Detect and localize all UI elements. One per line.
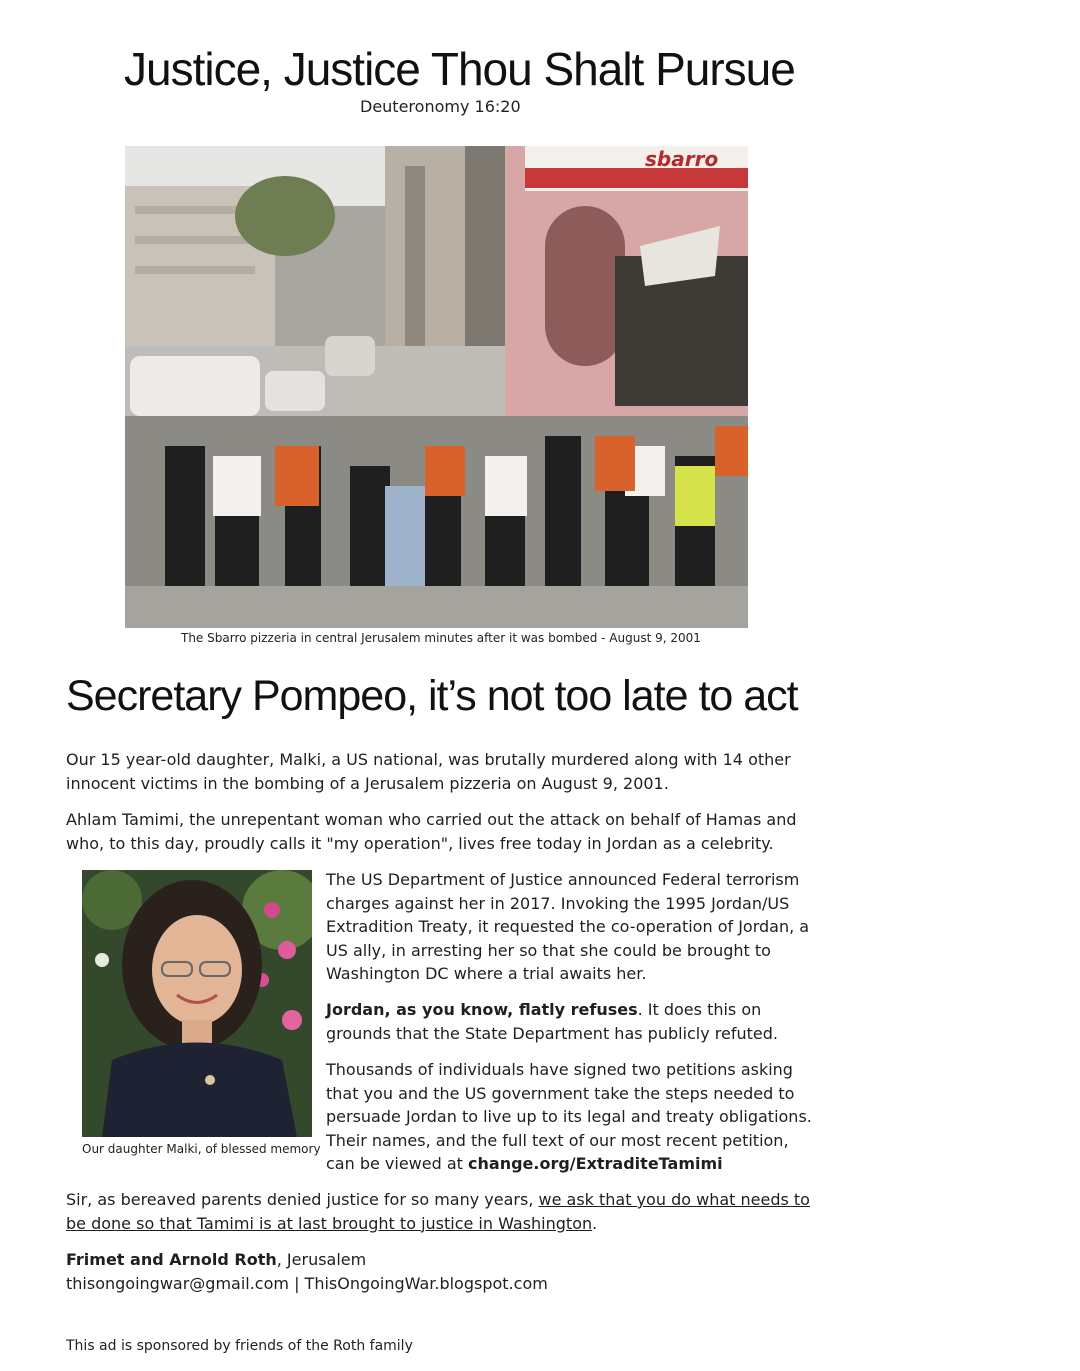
petition-link[interactable]: change.org/ExtraditeTamimi — [468, 1154, 723, 1173]
street-bombing-photo — [125, 146, 748, 628]
citation: Deuteronomy 16:20 — [360, 97, 521, 116]
article-title: Secretary Pompeo, it’s not too late to act — [66, 672, 798, 720]
paragraph-6-end: . — [592, 1213, 598, 1233]
headline: Justice, Justice Thou Shalt Pursue — [124, 43, 795, 95]
contact-line[interactable]: thisongoingwar@gmail.com | ThisOngoingWar.blogspot.com — [66, 1273, 548, 1293]
underlined-request: we ask that you do what needs to be done so that Tamimi is at last brought to justice in Washington — [66, 1190, 810, 1233]
paragraph-6-text: Sir, as bereaved parents denied justice for so many years, — [66, 1190, 539, 1209]
signature-names: Frimet and Arnold Roth — [66, 1250, 277, 1269]
paragraph-1: Our 15 year-old daughter, Malki, a US national, was brutally murdered along with 14 other innocent victims in the bombing of a Jerusalem pizzeria on August 9, 2001. — [66, 750, 791, 793]
signature-line — [66, 1248, 816, 1272]
paragraph-6 — [66, 1188, 816, 1235]
emphasis-text: Jordan, as you know, flatly refuses — [326, 1000, 638, 1019]
sponsor-note: This ad is sponsored by friends of the Roth family — [66, 1338, 413, 1354]
paragraph-4-rest: . It does this on grounds that the State Department has publicly refuted. — [326, 1000, 779, 1043]
paragraph-5-text: Thousands of individuals have signed two petitions asking that you and the US government take the steps needed to persuade Jordan to live up to its legal and treaty obligations. Their names, and the full text of our most recent petition, can be viewed at — [326, 1060, 812, 1173]
signature-block — [66, 1248, 816, 1295]
paragraph-4 — [326, 998, 816, 1045]
paragraph-3: The US Department of Justice announced Federal terrorism charges against her in 2017. Invoking the 1995 Jordan/US Extradition Treaty, it requested the co-operation of Jordan, a US ally, in arresting her so that she could be brought to Washington DC where a trial awaits her. — [326, 870, 810, 983]
portrait-caption: Our daughter Malki, of blessed memory — [82, 1142, 321, 1156]
portrait-photo — [82, 870, 312, 1137]
paragraph-2: Ahlam Tamimi, the unrepentant woman who carried out the attack on behalf of Hamas and who, to this day, proudly calls it "my operation", lives free today in Jordan as a celebrity. — [66, 810, 797, 853]
paragraph-5 — [326, 1058, 821, 1176]
sbarro-sign: sbarro — [645, 147, 719, 171]
photo-caption: The Sbarro pizzeria in central Jerusalem minutes after it was bombed - August 9, 2001 — [181, 631, 701, 645]
signature-city: , Jerusalem — [276, 1250, 367, 1269]
